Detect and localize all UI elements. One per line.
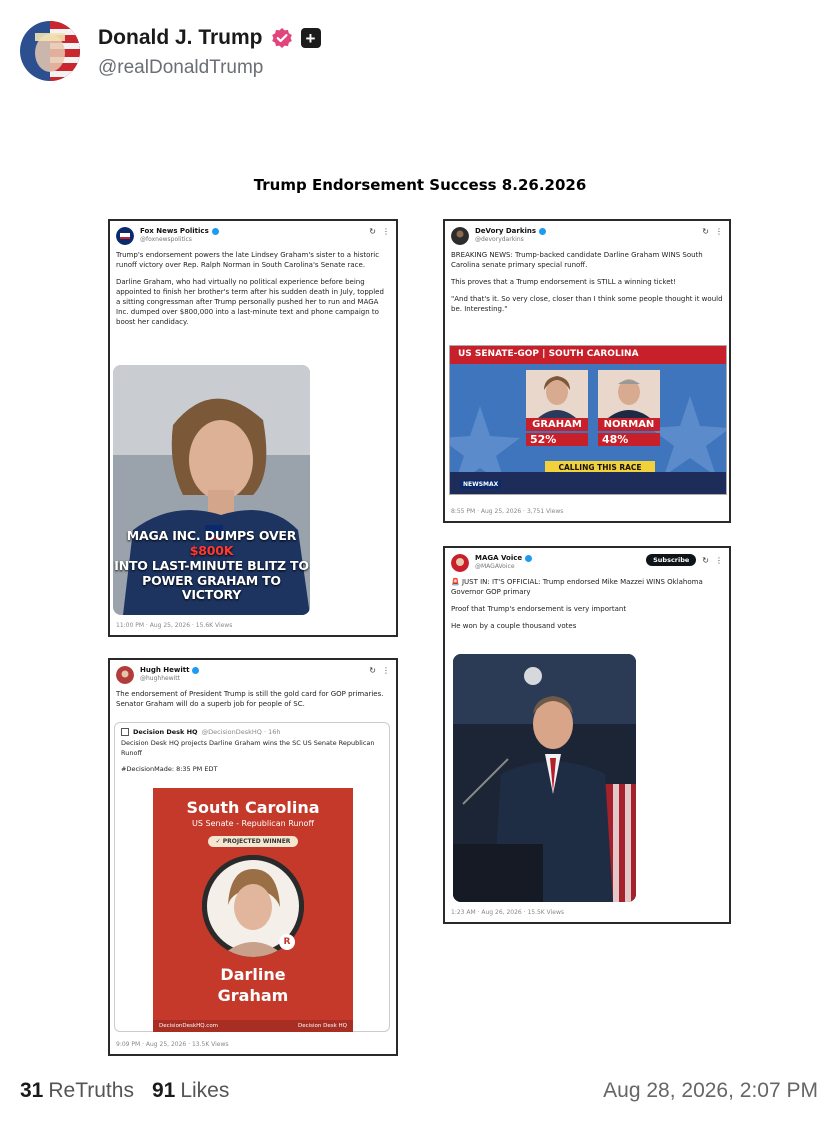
card-author-handle: @devorydarkins	[475, 236, 524, 243]
card-text: 🚨 JUST IN: IT'S OFFICIAL: Trump endorsed Mike Mazzei WINS Oklahoma Governor GOP primary	[451, 578, 703, 596]
refresh-icon: ↻	[702, 555, 709, 565]
more-icon: ⋮	[715, 555, 723, 565]
network-logo: NEWSMAX	[460, 480, 501, 489]
card-meta: 8:55 PM · Aug 25, 2026 · 3,751 Views	[451, 508, 564, 515]
card-text: BREAKING NEWS: Trump-backed candidate Darline Graham WINS South Carolina senate primary special runoff.	[451, 251, 703, 269]
embedded-post-maga-voice	[443, 546, 731, 924]
post-footer	[20, 1075, 818, 1107]
card-text: "And that's it. So very close, closer than I think some people thought it would be. Interesting."	[451, 294, 723, 313]
card-meta: 11:00 PM · Aug 25, 2026 · 15.6K Views	[116, 622, 233, 629]
author-avatar[interactable]	[20, 21, 80, 81]
likes-label: Likes	[180, 1079, 230, 1102]
verified-badge-icon	[271, 27, 293, 49]
retruths-label: ReTruths	[48, 1079, 134, 1102]
verified-icon	[212, 228, 219, 235]
hewitt-avatar	[116, 666, 134, 684]
card-header	[445, 548, 729, 572]
quote-author: Decision Desk HQ	[133, 728, 198, 736]
party-badge: R	[279, 934, 295, 950]
card-body	[110, 245, 396, 328]
name-row	[98, 23, 321, 53]
state-title: South Carolina	[186, 798, 320, 817]
more-icon: ⋮	[382, 227, 390, 236]
card-text: He won by a couple thousand votes	[451, 621, 577, 630]
card-author-handle: @MAGAVoice	[475, 563, 515, 570]
card-body	[110, 684, 396, 710]
card-author-handle: @foxnewspolitics	[140, 236, 192, 243]
embedded-post-hewitt	[108, 658, 398, 1056]
likes-count: 91	[151, 1079, 176, 1102]
mazzei-photo	[453, 654, 636, 902]
collage-title: Trump Endorsement Success 8.26.2026	[253, 176, 587, 194]
race-subtitle: US Senate - Republican Runoff	[192, 819, 314, 828]
winner-name: Darline Graham	[217, 965, 289, 1005]
card-text: The endorsement of President Trump is still the gold card for GOP primaries. Senator Graham will do a superb job for people of SC.	[116, 690, 384, 708]
card-meta: 9:09 PM · Aug 25, 2026 · 13.5K Views	[116, 1041, 229, 1048]
more-icon: ⋮	[715, 227, 723, 236]
results-graphic	[449, 345, 727, 495]
calling-race-label: CALLING THIS RACE	[545, 461, 655, 474]
card-body	[445, 572, 729, 632]
card-header	[110, 660, 396, 684]
projected-winner-graphic	[153, 788, 353, 1032]
post-header	[20, 20, 321, 82]
refresh-icon: ↻	[369, 666, 376, 675]
devory-avatar	[451, 227, 469, 245]
graham-photo	[113, 365, 310, 615]
graphic-footer: DecisionDeskHQ.com Decision Desk HQ	[153, 1020, 353, 1032]
author-info	[98, 23, 321, 79]
quoted-post	[114, 722, 390, 1032]
card-body	[445, 245, 729, 315]
verified-icon	[192, 667, 199, 674]
author-handle[interactable]: @realDonaldTrump	[98, 57, 264, 78]
embedded-post-devory	[443, 219, 731, 523]
fox-news-avatar	[116, 227, 134, 245]
photo-caption: MAGA INC. DUMPS OVER $800K INTO LAST-MINUTE BLITZ TO POWER GRAHAM TO VICTORY	[114, 528, 309, 603]
retruths-count: 31	[20, 1079, 44, 1102]
embedded-post-fox-news	[108, 219, 398, 637]
quote-meta: @DecisionDeskHQ · 16h	[201, 728, 281, 736]
card-text: Proof that Trump's endorsement is very important	[451, 604, 627, 613]
card-header	[110, 221, 396, 245]
card-meta: 1:23 AM · Aug 26, 2026 · 15.5K Views	[451, 909, 565, 916]
card-text: This proves that a Trump endorsement is STILL a winning ticket!	[451, 277, 677, 286]
retruths-stat[interactable]	[20, 1079, 134, 1103]
candidate-graham: GRAHAM 52%	[526, 370, 588, 460]
news-ticker	[450, 472, 726, 494]
card-author-name: DeVory Darkins	[475, 227, 537, 235]
ddhq-icon	[121, 728, 129, 736]
display-name[interactable]: Donald J. Trump	[98, 26, 263, 49]
likes-stat[interactable]	[152, 1079, 229, 1103]
card-text: Trump's endorsement powers the late Lindsey Graham's sister to a historic runoff victory over Rep. Ralph Norman in South Carolina's Senate race.	[116, 251, 380, 269]
card-header	[445, 221, 729, 245]
card-author-name: Fox News Politics	[140, 227, 209, 235]
card-author-name: Hugh Hewitt	[140, 666, 190, 674]
plus-badge-icon: +	[301, 28, 321, 48]
refresh-icon: ↻	[369, 227, 376, 236]
refresh-icon: ↻	[702, 227, 709, 236]
maga-voice-avatar	[451, 554, 469, 572]
card-author-handle: @hughhewitt	[140, 675, 180, 682]
subscribe-button: Subscribe	[646, 554, 696, 566]
card-author-name: MAGA Voice	[475, 554, 523, 562]
post-timestamp[interactable]: Aug 28, 2026, 2:07 PM	[603, 1079, 818, 1102]
projected-winner-pill: ✓ PROJECTED WINNER	[208, 836, 299, 847]
quote-text: Decision Desk HQ projects Darline Graham wins the SC US Senate Republican Runoff #DecisionMade: 8:35 PM EDT	[121, 739, 375, 773]
candidate-norman: NORMAN 48%	[598, 370, 660, 460]
more-icon: ⋮	[382, 666, 390, 675]
verified-icon	[539, 228, 546, 235]
race-banner: US SENATE-GOP | SOUTH CAROLINA	[450, 346, 726, 364]
card-text: Darline Graham, who had virtually no political experience before being appointed to finish her brother's term after his sudden death in July, toppled a sitting congressman after Trump personally pushed her to run and MAGA Inc. dumped over $800,000 into a last-minute text and phone campaign to boost her candidacy.	[116, 277, 384, 326]
verified-icon	[525, 555, 532, 562]
